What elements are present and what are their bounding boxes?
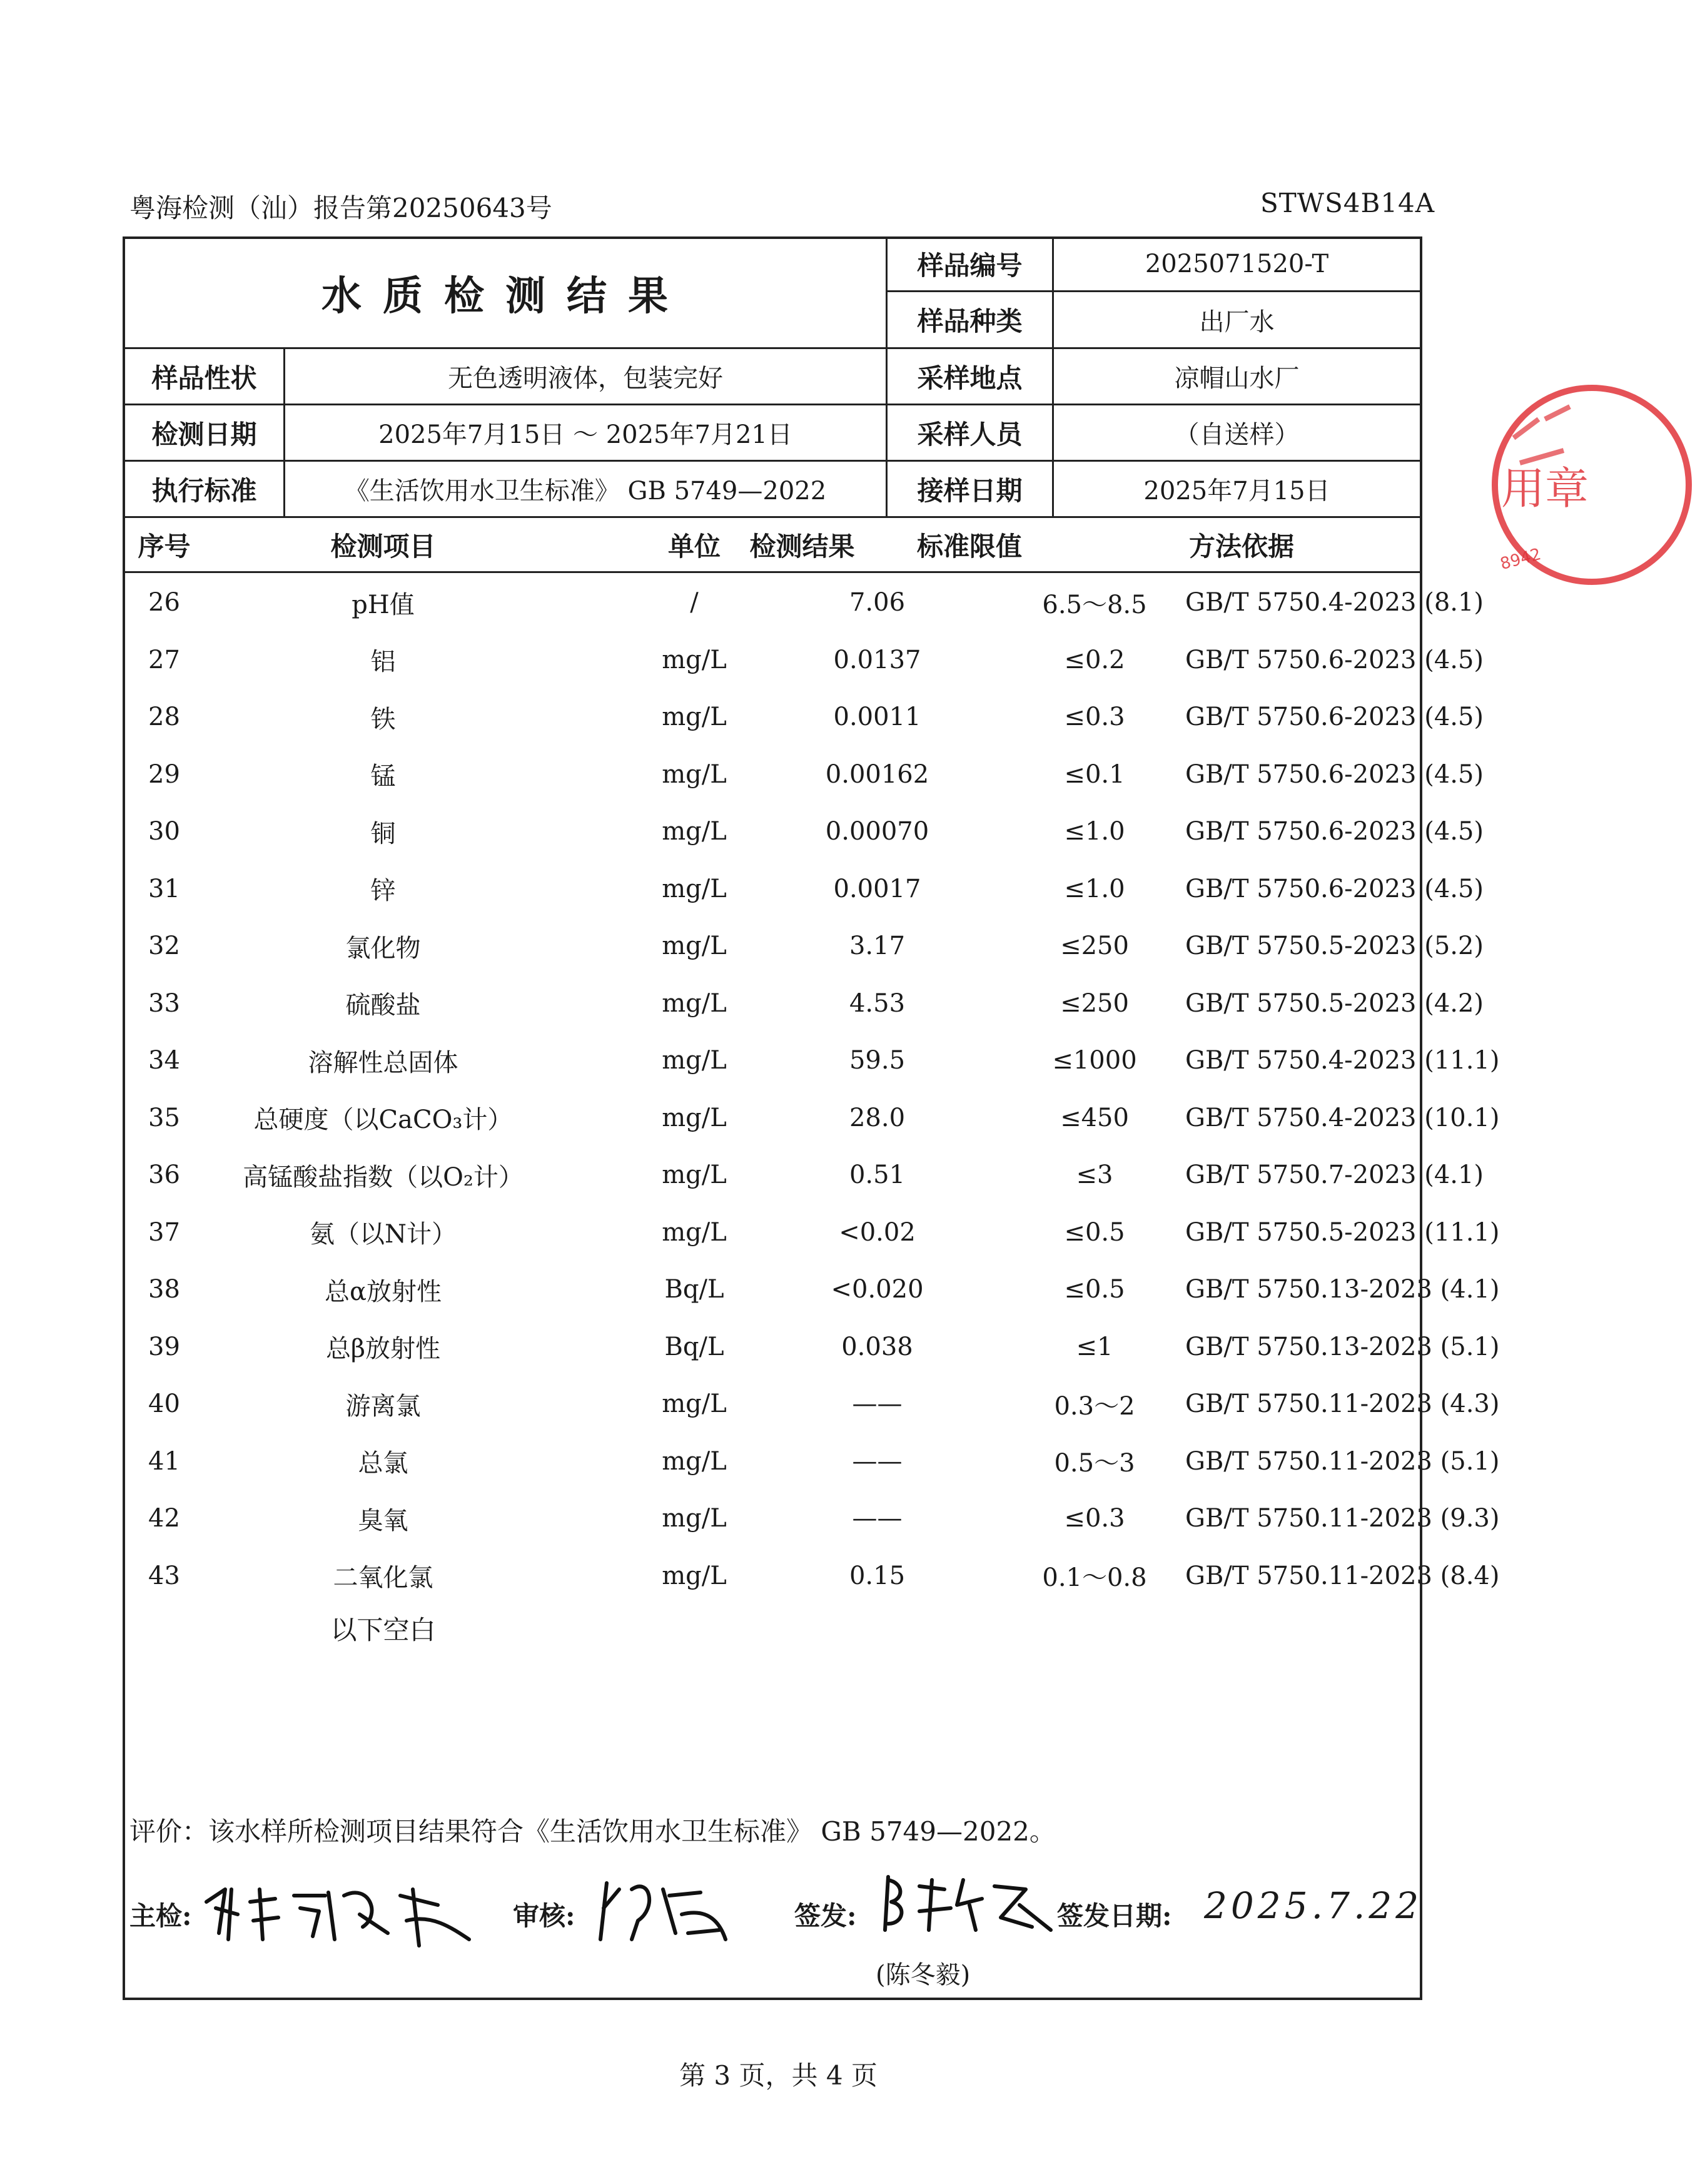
table-row (125, 1490, 1500, 1547)
standard-value: 《生活饮用水卫生标准》 GB 5749—2022 (344, 477, 827, 505)
standard-label: 执行标准 (151, 475, 257, 506)
row-result: 28.0 (849, 1103, 906, 1132)
row-seq: 28 (148, 703, 180, 731)
row-result: 7.06 (849, 588, 906, 617)
column-header: 标准限值 (916, 531, 1022, 562)
sampling-place-label: 采样地点 (917, 362, 1023, 394)
inspector-label: 主检: (129, 1901, 192, 1931)
row-seq: 33 (148, 988, 180, 1018)
reviewer-signature (594, 1871, 738, 1952)
row-result: 0.51 (849, 1161, 906, 1189)
row-item: 氨（以N计） (310, 1220, 457, 1249)
row-seq: 32 (148, 932, 180, 960)
receive-date-label: 接样日期 (917, 475, 1023, 506)
issuer-signature (876, 1867, 1057, 1936)
row-item: 总β放射性 (325, 1334, 441, 1363)
row-method: GB/T 5750.5-2023 (11.1) (1185, 1217, 1500, 1247)
row-method: GB/T 5750.13-2023 (4.1) (1185, 1275, 1500, 1304)
row-unit: mg/L (662, 1161, 727, 1189)
row-unit: Bq/L (664, 1275, 724, 1304)
row-method: GB/T 5750.11-2023 (9.3) (1185, 1504, 1500, 1533)
issue-date-label: 签发日期: (1057, 1901, 1172, 1931)
table-row (125, 1147, 1484, 1203)
sample-type-label: 样品种类 (917, 306, 1023, 337)
sampler-label: 采样人员 (917, 419, 1023, 450)
row-unit: mg/L (662, 1446, 727, 1476)
table-row (125, 861, 1484, 917)
row-unit: mg/L (662, 1561, 727, 1590)
row-item: 铁 (370, 704, 396, 734)
row-limit: ≤0.3 (1064, 1504, 1125, 1533)
row-method: GB/T 5750.5-2023 (4.2) (1185, 988, 1484, 1018)
sample-no-value: 2025071520-T (1145, 250, 1329, 278)
row-result: 0.0137 (833, 645, 921, 674)
row-method: GB/T 5750.11-2023 (5.1) (1185, 1446, 1500, 1476)
row-seq: 39 (148, 1332, 180, 1361)
row-unit: mg/L (662, 1389, 727, 1418)
receive-date-value: 2025年7月15日 (1143, 477, 1330, 505)
row-limit: 0.5～3 (1054, 1449, 1135, 1478)
row-item: 游离氯 (345, 1391, 421, 1421)
row-limit: ≤250 (1060, 932, 1129, 960)
table-row (125, 574, 1484, 631)
row-result: 0.0011 (833, 703, 921, 731)
page-title: 水质检测结果 (321, 272, 689, 320)
row-result: <0.02 (839, 1217, 916, 1247)
row-limit: ≤1000 (1052, 1046, 1137, 1075)
table-row (125, 1376, 1500, 1432)
table-row (125, 1090, 1500, 1146)
row-limit: 0.1～0.8 (1042, 1563, 1147, 1592)
row-seq: 36 (148, 1161, 180, 1189)
row-unit: mg/L (662, 645, 727, 674)
row-seq: 41 (148, 1446, 180, 1476)
table-row (125, 1548, 1500, 1604)
row-seq: 27 (148, 645, 180, 674)
page-number: 第 3 页，共 4 页 (679, 2060, 878, 2091)
table-row (125, 1433, 1500, 1490)
sampler-value: （自送样） (1174, 420, 1300, 449)
row-unit: mg/L (662, 988, 727, 1018)
table-row (125, 689, 1484, 745)
row-seq: 35 (148, 1103, 180, 1132)
row-method: GB/T 5750.11-2023 (8.4) (1185, 1561, 1500, 1590)
row-method: GB/T 5750.4-2023 (8.1) (1185, 588, 1484, 617)
table-row (125, 803, 1484, 860)
table-row (125, 632, 1484, 688)
row-unit: / (690, 588, 699, 617)
table-row (125, 1204, 1500, 1261)
row-limit: ≤250 (1060, 988, 1129, 1018)
row-result: —— (852, 1446, 903, 1476)
row-limit: ≤0.5 (1064, 1217, 1125, 1247)
sample-state-label: 样品性状 (151, 362, 257, 394)
row-result: 4.53 (849, 988, 906, 1018)
blank-note: 以下空白 (330, 1615, 436, 1645)
row-result: 0.15 (849, 1561, 906, 1590)
row-seq: 43 (148, 1561, 180, 1590)
row-item: 二氧化氯 (333, 1563, 433, 1592)
stamp-digits: 8942 (1498, 545, 1544, 574)
row-method: GB/T 5750.11-2023 (4.3) (1185, 1389, 1500, 1418)
rule (123, 571, 1422, 573)
row-item: 高锰酸盐指数（以O₂计） (243, 1162, 524, 1192)
row-unit: mg/L (662, 1046, 727, 1075)
row-unit: mg/L (662, 874, 727, 903)
row-item: 硫酸盐 (345, 991, 421, 1020)
issuer-label: 签发: (794, 1901, 857, 1931)
row-seq: 26 (148, 588, 180, 617)
row-limit: ≤3 (1076, 1161, 1113, 1189)
row-method: GB/T 5750.6-2023 (4.5) (1185, 874, 1484, 903)
column-header: 检测项目 (330, 531, 436, 562)
row-method: GB/T 5750.4-2023 (11.1) (1185, 1046, 1500, 1075)
row-seq: 30 (148, 817, 180, 846)
evaluation-text: 评价：该水样所检测项目结果符合《生活饮用水卫生标准》 GB 5749—2022。 (129, 1816, 1056, 1847)
row-limit: ≤1.0 (1064, 817, 1125, 846)
row-limit: ≤1.0 (1064, 874, 1125, 903)
table-row (125, 746, 1484, 803)
row-limit: ≤1 (1076, 1332, 1113, 1361)
row-limit: ≤0.1 (1064, 759, 1125, 789)
row-item: 臭氧 (358, 1506, 408, 1535)
row-unit: mg/L (662, 703, 727, 731)
report-code: STWS4B14A (1260, 188, 1435, 218)
row-unit: Bq/L (664, 1332, 724, 1361)
row-unit: mg/L (662, 817, 727, 846)
inspector-signature (200, 1877, 475, 1952)
row-seq: 40 (148, 1389, 180, 1418)
row-seq: 38 (148, 1275, 180, 1304)
row-unit: mg/L (662, 1217, 727, 1247)
row-item: 总氯 (358, 1449, 408, 1478)
row-item: 铝 (370, 648, 396, 676)
table-row (125, 1032, 1500, 1089)
issue-date-handwritten: 2025.7.22 (1204, 1884, 1423, 1927)
row-method: GB/T 5750.4-2023 (10.1) (1185, 1103, 1500, 1132)
column-header: 单位 (667, 531, 721, 562)
row-seq: 29 (148, 759, 180, 789)
table-row (125, 975, 1484, 1032)
row-unit: mg/L (662, 1504, 727, 1533)
row-result: 0.00162 (825, 759, 929, 789)
row-seq: 34 (148, 1046, 180, 1075)
row-method: GB/T 5750.13-2023 (5.1) (1185, 1332, 1500, 1361)
row-item: 铜 (370, 819, 396, 848)
official-stamp (1489, 382, 1695, 588)
table-row (125, 1319, 1500, 1375)
row-result: 0.00070 (825, 817, 929, 846)
row-result: 0.0017 (833, 874, 921, 903)
stamp-text: 用章 (1501, 463, 1589, 514)
row-seq: 42 (148, 1504, 180, 1533)
row-method: GB/T 5750.6-2023 (4.5) (1185, 703, 1484, 731)
test-date-label: 检测日期 (151, 419, 257, 450)
row-unit: mg/L (662, 932, 727, 960)
row-item: 总α放射性 (324, 1277, 442, 1306)
row-limit: 0.3～2 (1054, 1391, 1135, 1421)
row-result: 59.5 (849, 1046, 906, 1075)
row-limit: ≤450 (1060, 1103, 1129, 1132)
table-row (125, 1261, 1500, 1318)
row-method: GB/T 5750.5-2023 (5.2) (1185, 932, 1484, 960)
column-header: 检测结果 (749, 531, 855, 562)
row-item: 锰 (370, 762, 396, 791)
row-item: pH值 (352, 590, 415, 619)
row-limit: ≤0.3 (1064, 703, 1125, 731)
test-date-value: 2025年7月15日 ～ 2025年7月21日 (378, 420, 792, 449)
reviewer-label: 审核: (513, 1901, 575, 1931)
issuer-name: (陈冬毅) (876, 1961, 971, 1989)
row-seq: 31 (148, 874, 180, 903)
table-row (125, 918, 1484, 974)
column-header: 序号 (138, 531, 191, 562)
sample-no-label: 样品编号 (917, 250, 1023, 281)
row-item: 溶解性总固体 (308, 1048, 458, 1077)
column-header: 方法依据 (1188, 531, 1294, 562)
row-method: GB/T 5750.7-2023 (4.1) (1185, 1161, 1484, 1189)
row-result: <0.020 (831, 1275, 924, 1304)
row-result: —— (852, 1504, 903, 1533)
row-unit: mg/L (662, 759, 727, 789)
row-result: —— (852, 1389, 903, 1418)
row-item: 氯化物 (345, 933, 421, 963)
row-seq: 37 (148, 1217, 180, 1247)
row-method: GB/T 5750.6-2023 (4.5) (1185, 759, 1484, 789)
row-method: GB/T 5750.6-2023 (4.5) (1185, 817, 1484, 846)
row-unit: mg/L (662, 1103, 727, 1132)
row-limit: ≤0.2 (1064, 645, 1125, 674)
row-result: 0.038 (841, 1332, 913, 1361)
row-limit: 6.5～8.5 (1042, 590, 1147, 619)
sample-state-value: 无色透明液体，包装完好 (448, 364, 723, 393)
row-result: 3.17 (849, 932, 906, 960)
row-method: GB/T 5750.6-2023 (4.5) (1185, 645, 1484, 674)
sample-type-value: 出厂水 (1199, 307, 1275, 337)
sampling-place-value: 凉帽山水厂 (1174, 364, 1300, 393)
row-item: 锌 (370, 876, 396, 905)
report-number: 粤海检测（汕）报告第20250643号 (129, 193, 552, 223)
row-limit: ≤0.5 (1064, 1275, 1125, 1304)
row-item: 总硬度（以CaCO₃计） (253, 1105, 513, 1134)
